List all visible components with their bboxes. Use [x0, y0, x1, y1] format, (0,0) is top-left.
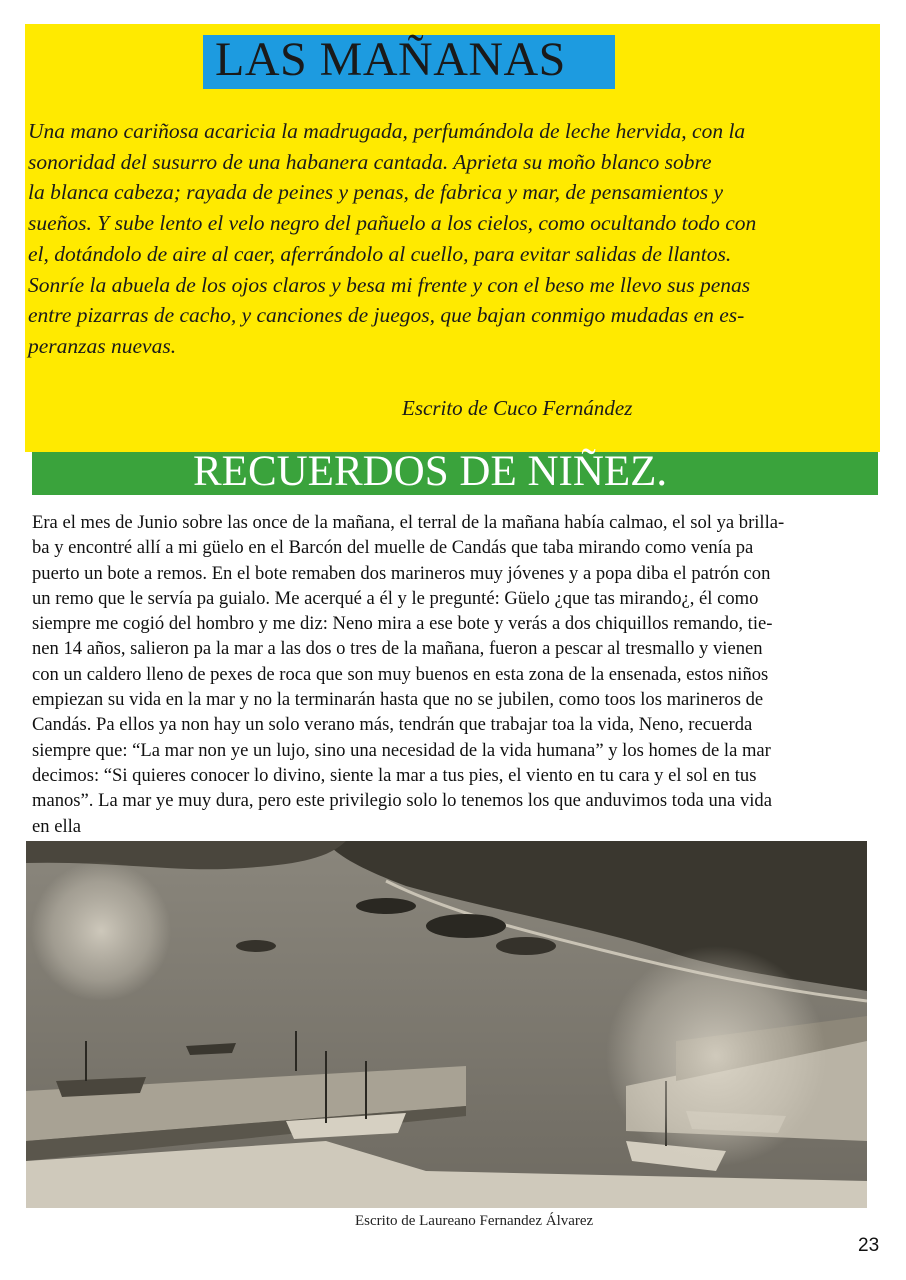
- poem-line: Una mano cariñosa acaricia la madrugada, perfumándola de leche hervida, con la: [28, 119, 746, 143]
- harbor-photo: [26, 841, 867, 1208]
- story-line: nen 14 años, salieron pa la mar a las dos o tres de la mañana, fueron a pescar al tresmallo y vienen: [32, 638, 763, 660]
- section-title: RECUERDOS DE NIÑEZ.: [193, 448, 668, 495]
- poem-line: sueños. Y sube lento el velo negro del pañuelo a los cielos, como ocultando todo con: [28, 211, 757, 236]
- poem-line: sonoridad del susurro de una habanera cantada. Aprieta su moño blanco sobre: [28, 149, 712, 174]
- poem-line: la blanca cabeza; rayada de peines y penas, de fabrica y mar, de pensamientos y: [28, 180, 724, 205]
- story-line: Era el mes de Junio sobre las once de la mañana, el terral de la mañana había calmao, el sol ya brilla-: [32, 512, 785, 533]
- story-line: decimos: “Si quieres conocer lo divino, siente la mar a tus pies, el viento en tu cara y el sol en tus: [32, 764, 757, 786]
- story-line: un remo que le servía pa guialo. Me acerqué a él y le pregunté: Güelo ¿que tas mirando¿, él como: [32, 587, 759, 609]
- photo-caption: Escrito de Laureano Fernandez Álvarez: [355, 1213, 594, 1229]
- story-line: siempre me cogió del hombro y me diz: Neno mira a ese bote y verás a dos chiquillos remando, tie-: [32, 613, 773, 635]
- story-line: ba y encontré allí a mi güelo en el Barcón del muelle de Candás que taba mirando como venía pa: [32, 537, 754, 559]
- page-title: LAS MAÑANAS: [215, 33, 566, 86]
- story-text: [32, 510, 880, 839]
- poem-line: Sonríe la abuela de los ojos claros y besa mi frente y con el beso me llevo sus penas: [28, 272, 751, 297]
- story-line: en ella: [32, 815, 82, 837]
- poem-signature: Escrito de Cuco Fernández: [402, 396, 633, 420]
- story-line: manos”. La mar ye muy dura, pero este privilegio solo lo tenemos los que anduvimos toda una vida: [32, 790, 772, 812]
- page-number: 23: [858, 1235, 880, 1256]
- poem-line: peranzas nuevas.: [28, 333, 177, 358]
- poem-text: [28, 116, 876, 362]
- poem-line: entre pizarras de cacho, y canciones de juegos, que bajan conmigo mudadas en es-: [28, 303, 745, 328]
- story-line: puerto un bote a remos. En el bote remaben dos marineros muy jóvenes y a popa diba el patrón con: [32, 562, 771, 584]
- story-line: con un caldero lleno de pexes de roca que son muy buenos en esta zona de la ensenada, estos niños: [32, 663, 769, 685]
- story-line: empiezan su vida en la mar y no la terminarán hasta que no se jubilen, como toos los marineros de: [32, 689, 764, 711]
- poem-line: el, dotándolo de aire al caer, aferrándolo al cuello, para evitar salidas de llantos.: [28, 241, 732, 266]
- story-line: siempre que: “La mar non ye un lujo, sino una necesidad de la vida humana” y los homes de la mar: [32, 739, 771, 761]
- story-line: Candás. Pa ellos ya non hay un solo verano más, tendrán que trabajar toa la vida, Neno, recuerda: [32, 714, 753, 736]
